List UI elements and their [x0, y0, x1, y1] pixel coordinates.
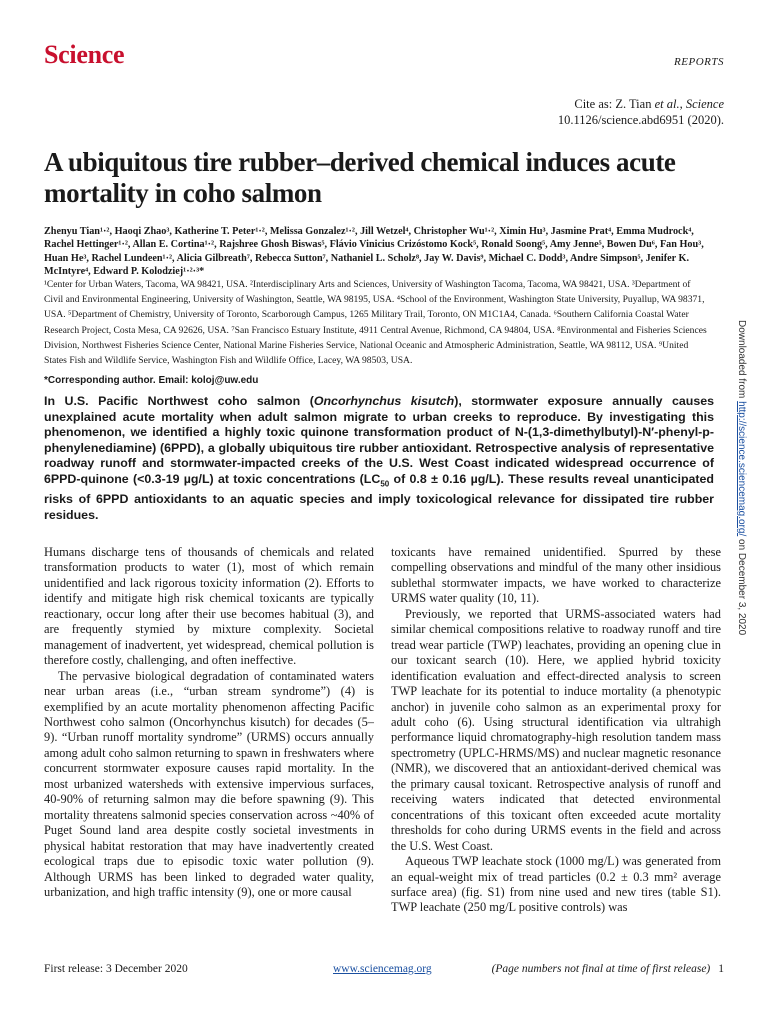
download-note [736, 320, 747, 635]
citation-etal: et al. [654, 97, 680, 111]
body-paragraph: The pervasive biological degradation of contaminated waters near urban areas (i.e., “urban stream syndrome”) (4) is exemplified by an acute mortality phenomenon affecting Pacific Northwest coho salmon (Oncorhynchus kisutch) for decades (5–9). “Urban runoff mortality syndrome” (URMS) occurs annually among adult coho salmon returning to spawn in freshwaters where concurrent stormwater exposure causes rapid mortality. In the most urbanized watersheds with extensive impervious surfaces, 40-90% of returning salmon may die before spawning (9). This mortality threatens salmonid species conservation across ~40% of Puget Sound land area despite costly societal investments in physical habitat restoration that may have inadvertently created ecological traps due to episodic toxic water pollution (9). Although URMS has been linked to degraded water quality, urbanization, and high traffic intensity (9), one or more causal [44, 668, 374, 899]
download-note-prefix: Downloaded from [736, 320, 747, 402]
body-paragraph: Previously, we reported that URMS-associated waters had similar chemical compositions relative to roadway runoff and tire tread wear particle (TWP) leachates, providing an opening clue in our toxicant search (10). Here, we applied hybrid toxicity identification evaluation and effect-directed analysis to screen TWP leachate for its potential to induce mortality (a phenotypic anchor) in juvenile coho salmon as an experimental proxy for adult coho (6). Using structural identification via ultrahigh performance liquid chromatography-high resolution tandem mass spectrometry (UPLC-HRMS/MS) and nuclear magnetic resonance (NMR), we discovered that an antioxidant-derived chemical was the primary causal toxicant. Retrospective analysis of runoff and receiving waters indicated that detected environmental concentrations of this toxicant often exceeded acute mortality thresholds for coho during URMS events in the field and across the U.S. West Coast. [391, 606, 721, 853]
page-note [492, 963, 724, 975]
body-paragraph: toxicants have remained unidentified. Spurred by these compelling observations and mindful of the many other insidious sublethal stormwater impacts, we have worked to characterize URMS water quality (10, 11). [391, 545, 721, 606]
abstract-species: Oncorhynchus kisutch [313, 394, 455, 408]
journal-logo: Science [44, 40, 125, 69]
body-paragraph: Aqueous TWP leachate stock (1000 mg/L) was generated from an equal-weight mix of tread particles (0.2 ± 0.3 mm² average surface area) (fig. S1) from nine used and new tires (table S1). TWP leachate (250 mg/L positive controls) was [391, 854, 721, 915]
journal-website-link[interactable]: www.sciencemag.org [333, 963, 432, 975]
article-title: A ubiquitous tire rubber–derived chemical induces acute mortality in coho salmon [44, 147, 676, 208]
abstract-text-2: ), stormwater exposure annually causes unexplained acute mortality when adult salmon migrate to urban creeks to reproduce. By investigating this phenomenon, we identified a highly toxic quinone transformation product of N-(1,3-dimethylbutyl)-N′-phenyl-p-phenylenediamine) (6PPD), a globally ubiquitous tire rubber antioxidant. Retrospective analysis of representative roadway runoff and stormwater-impacted creeks of the U.S. West Coast indicated widespread occurrence of 6PPD-quinone (<0.3-19 µg/L) at toxic concentrations (LC [44, 394, 714, 486]
page-note-text: (Page numbers not final at time of first release) [491, 963, 711, 975]
section-label: REPORTS [674, 56, 724, 68]
citation-journal: , Science [679, 97, 724, 111]
release-date: First release: 3 December 2020 [44, 963, 188, 975]
download-note-suffix: on December 3, 2020 [736, 536, 747, 636]
abstract-text-3: of 0.8 ± 0.16 µg/L). These results reveal unanticipated risks of 6PPD antioxidants to an aquatic species and imply toxicological relevance for dissipated tire rubber residues. [44, 471, 714, 522]
citation-block [558, 96, 724, 128]
body-column-left [44, 545, 374, 900]
abstract [44, 394, 714, 523]
corresponding-author: *Corresponding author. Email: koloj@uw.edu [44, 375, 259, 386]
citation-line-1 [558, 96, 724, 112]
page-number: 1 [718, 963, 724, 975]
download-link[interactable]: http://science.sciencemag.org/ [736, 401, 747, 537]
abstract-subscript: 50 [380, 479, 390, 489]
author-list: Zhenyu Tian¹·², Haoqi Zhao³, Katherine T. Peter¹·², Melissa Gonzalez¹·², Jill Wetzel⁴, Christopher Wu¹·², Ximin Hu³, Jasmine Prat⁴, Emma Mudrock⁴, Rachel Hettinger¹·², Allan E. Cortina¹·², Rajshree Ghosh Biswas⁵, Flávio Vinicius Crizóstomo Kock⁵, Ronald Soong⁵, Amy Jenne⁵, Bowen Du⁶, Fan Hou³, Huan He³, Rachel Lundeen¹·², Alicia Gilbreath⁷, Rebecca Sutton⁷, Nathaniel L. Scholz⁸, Jay W. Davis⁹, Michael C. Dodd³, Andre Simpson⁵, Jenifer K. McIntyre⁴, Edward P. Kolodziej¹·²·³* [44, 226, 704, 277]
body-paragraph: Humans discharge tens of thousands of chemicals and related transformation products to water (1), most of which remain unidentified and lack rigorous toxicity information (2). Efforts to identify and mitigate high risk chemical toxicants are typically reactionary, occur long after their use becomes habitual (3), and are frequently stymied by mixture complexity. Societal management of inadvertent, yet widespread, chemical pollution is therefore costly, challenging, and often ineffective. [44, 545, 374, 668]
citation-doi: 10.1126/science.abd6951 (2020). [557, 113, 724, 127]
abstract-text-1: In U.S. Pacific Northwest coho salmon ( [44, 394, 314, 408]
citation-authors: Cite as: Z. Tian [574, 97, 655, 111]
body-column-right [391, 545, 721, 916]
affiliations: ¹Center for Urban Waters, Tacoma, WA 98421, USA. ²Interdisciplinary Arts and Sciences, University of Washington Tacoma, Tacoma, WA 98421, USA. ³Department of Civil and Environmental Engineering, University of Washington, Seattle, WA 98195, USA. ⁴School of the Environment, Washington State University, Puyallup, WA 98371, USA. ⁵Department of Chemistry, University of Toronto, Scarborough Campus, 1265 Military Trail, Toronto, ON M1C1A4, Canada. ⁶Southern California Coastal Water Research Project, Costa Mesa, CA 92626, USA. ⁷San Francisco Estuary Institute, 4911 Central Avenue, Richmond, CA 94804, USA. ⁸Environmental and Fisheries Sciences Division, Northwest Fisheries Science Center, National Marine Fisheries Service, National Oceanic and Atmospheric Administration, Seattle, WA 98112, USA. ⁹United States Fish and Wildlife Service, Washington Fish and Wildlife Office, Lacey, WA 98503, USA. [44, 279, 707, 367]
